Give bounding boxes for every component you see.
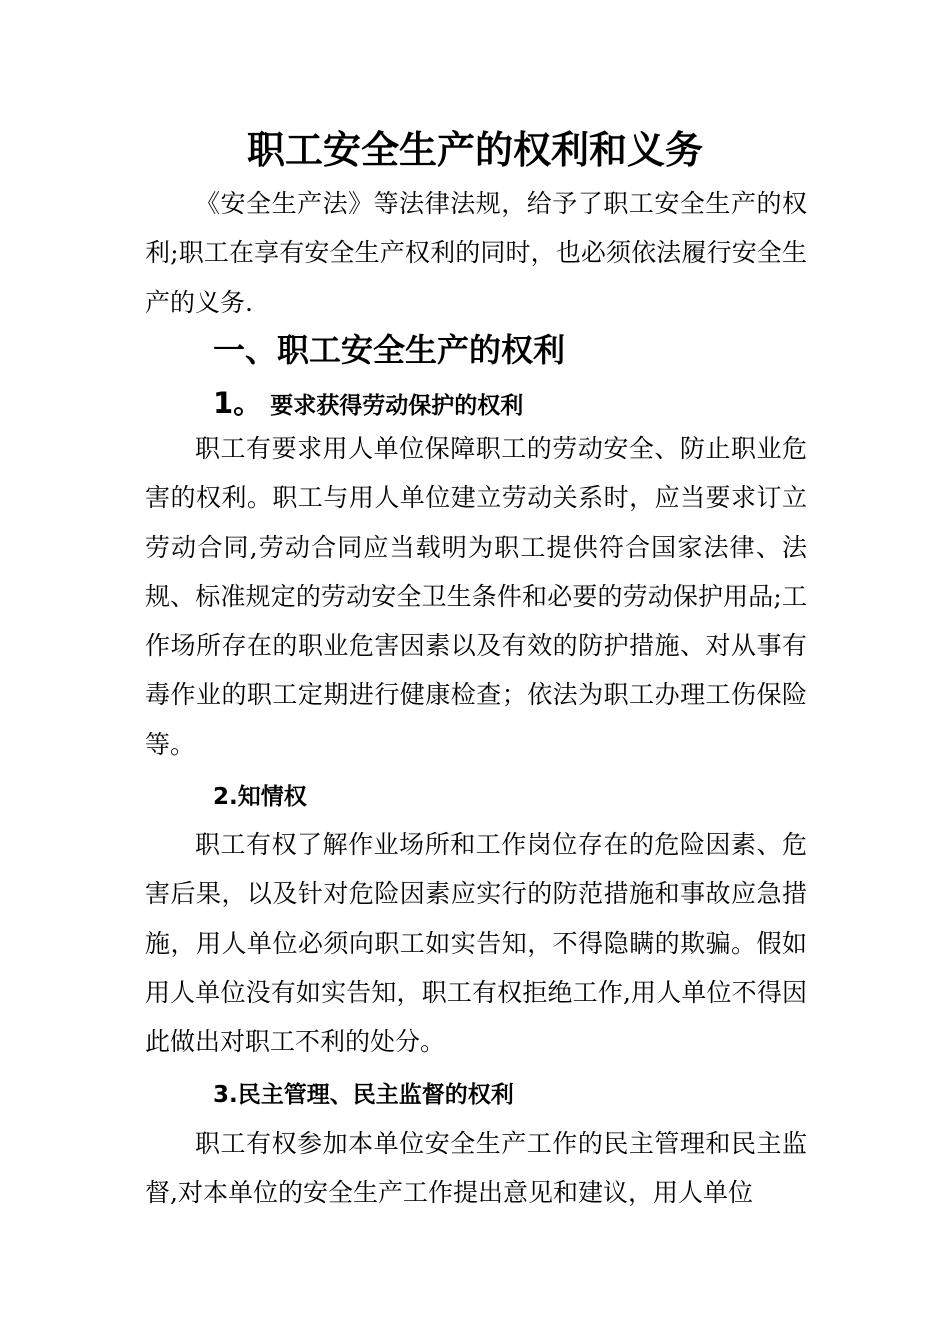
subsection-3-paragraph: 职工有权参加本单位安全生产工作的民主管理和民主监督,对本单位的安全生产工作提出意见和建议，用人单位 (145, 1129, 807, 1208)
subsection-1-title: 要求获得劳动保护的权利 (270, 393, 524, 419)
subsection-heading-1 (213, 385, 523, 424)
subsection-heading-3: 3.民主管理、民主监督的权利 (213, 1082, 514, 1108)
subsection-2-paragraph: 职工有权了解作业场所和工作岗位存在的危险因素、危害后果，以及针对危险因素应实行的防范措施和事故应急措施，用人单位必须向职工如实告知，不得隐瞒的欺骗。假如用人单位没有如实告知，职工有权拒绝工作,用人单位不得因此做出对职工不利的处分。 (145, 830, 807, 1057)
subsection-1-paragraph: 职工有要求用人单位保障职工的劳动安全、防止职业危害的权利。职工与用人单位建立劳动关系时，应当要求订立劳动合同,劳动合同应当载明为职工提供符合国家法律、法规、标准规定的劳动安全卫生条件和必要的劳动保护用品;工作场所存在的职业危害因素以及有效的防护措施、对从事有毒作业的职工定期进行健康检查；依法为职工办理工伤保险等。 (145, 434, 807, 759)
section-heading-rights: 一、职工安全生产的权利 (213, 331, 566, 369)
subsection-heading-2: 2.知情权 (213, 784, 307, 810)
intro-paragraph: 《安全生产法》等法律法规，给予了职工安全生产的权利;职工在享有安全生产权利的同时，也必须依法履行安全生产的义务. (145, 189, 807, 317)
document-title: 职工安全生产的权利和义务 (246, 128, 703, 172)
subsection-1-number: 1。 (213, 386, 263, 420)
